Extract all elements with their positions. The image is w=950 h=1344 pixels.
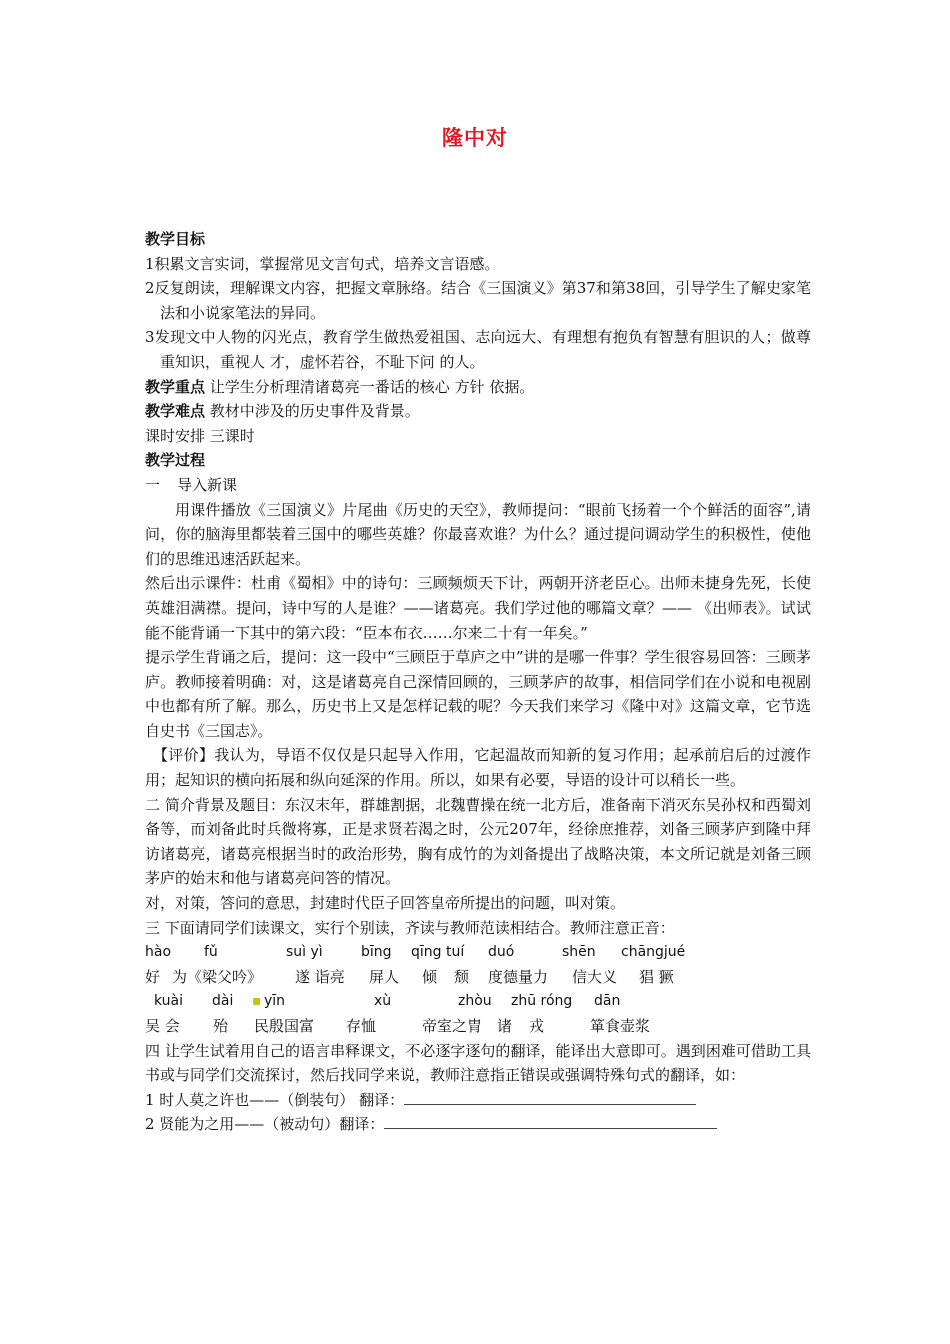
keypoint-line (145, 375, 811, 400)
vocab: 信大义 (572, 967, 618, 986)
section1-heading (145, 473, 811, 498)
vocab: 猖 獗 (639, 967, 674, 986)
translation-exercise-2 (145, 1112, 811, 1137)
vocab: 好 (145, 967, 161, 986)
exercise-text: 2 贤能为之用——（被动句）翻译： (145, 1115, 385, 1134)
section1-number: 一 (145, 475, 161, 494)
char-row-2 (145, 1014, 811, 1039)
document-body (145, 227, 811, 1137)
vocab: 箪食壶浆 (590, 1017, 651, 1035)
translation-exercise-1 (145, 1088, 811, 1113)
section1-paragraph: 提示学生背诵之后，提问：这一段中“三顾臣于草庐之中”讲的是哪一件事？学生很容易回答：三顾茅庐。教师接着明确：对，这是诸葛亮自己深情回顾的，三顾茅庐的故事，相信同学们在小说和电视剧中也都有所了解。那么，历史书上又是怎样记载的呢？今天我们来学习《隆中对》这篇文章，它节选自史书《三国志》。 (145, 648, 811, 740)
vocab: 殆 (213, 1017, 229, 1035)
vocab: 度德量力 (488, 967, 549, 986)
char-row-1 (145, 965, 811, 990)
section4-paragraph: 四 让学生试着用自己的语言串释课文，不必逐字逐句的翻译，能译出大意即可。遇到困难可借助工具书或与同学们交流探讨，然后找同学来说，教师注意指正错误或强调特殊句式的翻译，如： (145, 1041, 811, 1085)
pinyin-row-1 (145, 940, 811, 965)
difficulty-text: 教材中涉及的历史事件及背景。 (209, 402, 420, 421)
pinyin: zhū róng (511, 993, 573, 1010)
section1-title: 导入新课 (177, 475, 238, 494)
document-title: 隆中对 (442, 126, 508, 150)
pinyin: yīn (264, 993, 286, 1010)
pinyin: duó (488, 944, 515, 961)
goal-item: 3发现文中人物的闪光点，教育学生做热爱祖国、志向远大、有理想有抱负有智慧有胆识的人；做尊重知识，重视人 才，虚怀若谷，不耻下问 的人。 (145, 328, 811, 371)
pinyin: bīng (361, 944, 392, 961)
pinyin: shēn (562, 944, 596, 961)
pinyin: hào (145, 944, 172, 961)
vocab: 倾 (422, 967, 438, 986)
keypoint-label: 教学重点 (145, 377, 206, 396)
vocab: 吴 会 (145, 1017, 180, 1035)
goal-item: 1积累文言实词，掌握常见文言句式，培养文言语感。 (145, 254, 500, 273)
vocab: 为《梁父吟》 (172, 967, 263, 986)
difficulty-label: 教学难点 (145, 402, 206, 421)
section1-paragraph: 然后出示课件：杜甫《蜀相》中的诗句：三顾频烦天下计，两朝开济老臣心。出师未捷身先死，长使英雄泪满襟。提问，诗中写的人是谁？——诸葛亮。我们学过他的哪篇文章？—— 《出师表》。试试能不能背诵一下其中的第六段：“臣本布衣……尔来二十有一年矣。” (145, 574, 811, 642)
pinyin-row-2: kuài dài ▪ yīn xù zhòu zhū róng dān (145, 989, 811, 1014)
schedule-line: 课时安排 三课时 (145, 426, 255, 445)
vocab: 颓 (454, 967, 470, 986)
keypoint-text: 让学生分析理清诸葛亮一番话的核心 方针 依据。 (209, 377, 535, 396)
evaluation-paragraph: 【评价】我认为，导语不仅仅是只起导入作用，它起温故而知新的复习作用；起承前启后的过渡作用；起知识的横向拓展和纵向延深的作用。所以，如果有必要，导语的设计可以稍长一些。 (145, 746, 811, 790)
section3-intro: 三 下面请同学们读课文，实行个别读，齐读与教师范读相结合。教师注意正音： (145, 918, 675, 937)
pinyin: suì yì (286, 944, 323, 961)
pinyin: qīng tuí (411, 944, 465, 961)
answer-blank[interactable] (404, 1088, 696, 1105)
pinyin: zhòu (458, 993, 492, 1010)
vocab: 存恤 (346, 1017, 377, 1035)
goals-heading: 教学目标 (145, 230, 206, 248)
vocab: 戎 (529, 1017, 545, 1035)
section1-paragraph: 用课件播放《三国演义》片尾曲《历史的天空》，教师提问：“眼前飞扬着一个个鲜活的面容”,请问，你的脑海里都装着三国中的哪些英雄？你最喜欢谁？为什么？通过提问调动学生的积极性，使他们的思维迅速活跃起来。 (145, 500, 811, 568)
section2-paragraph: 对，对策，答问的意思，封建时代臣子回答皇帝所提出的问题，叫对策。 (145, 894, 626, 913)
vocab: 诸 (497, 1017, 513, 1035)
vocab: 帝室之胄 (422, 1017, 483, 1035)
exercise-text: 1 时人莫之许也——（倒装句） 翻译： (145, 1090, 405, 1109)
vocab: 遂 诣亮 (295, 967, 345, 986)
difficulty-line (145, 399, 811, 424)
pinyin: dān (594, 993, 621, 1010)
process-heading: 教学过程 (145, 451, 206, 470)
goal-item: 2反复朗读，理解课文内容，把握文章脉络。结合《三国演义》第37和第38回，引导学生了解史家笔法和小说家笔法的异同。 (145, 279, 811, 322)
section2-paragraph: 二 简介背景及题目：东汉末年，群雄割据，北魏曹操在统一北方后，准备南下消灭东吴孙权和西蜀刘备等，而刘备此时兵微将寡，正是求贤若渴之时，公元207年，经徐庶推荐，刘备三顾茅庐到隆中拜访诸葛亮，诸葛亮根据当时的政治形势，胸有成竹的为刘备提出了战略决策，本文所记就是刘备三顾茅庐的始末和他与诸葛亮问答的情况。 (145, 795, 811, 888)
pinyin: kuài (154, 993, 184, 1010)
vocab: 屏人 (369, 967, 400, 986)
pinyin: chāngjué (621, 944, 686, 961)
vocab: 民殷国富 (254, 1017, 315, 1035)
answer-blank[interactable] (384, 1112, 717, 1129)
pinyin: fǔ (204, 944, 218, 961)
pinyin: dài (212, 993, 234, 1010)
pinyin: xù (374, 993, 392, 1010)
